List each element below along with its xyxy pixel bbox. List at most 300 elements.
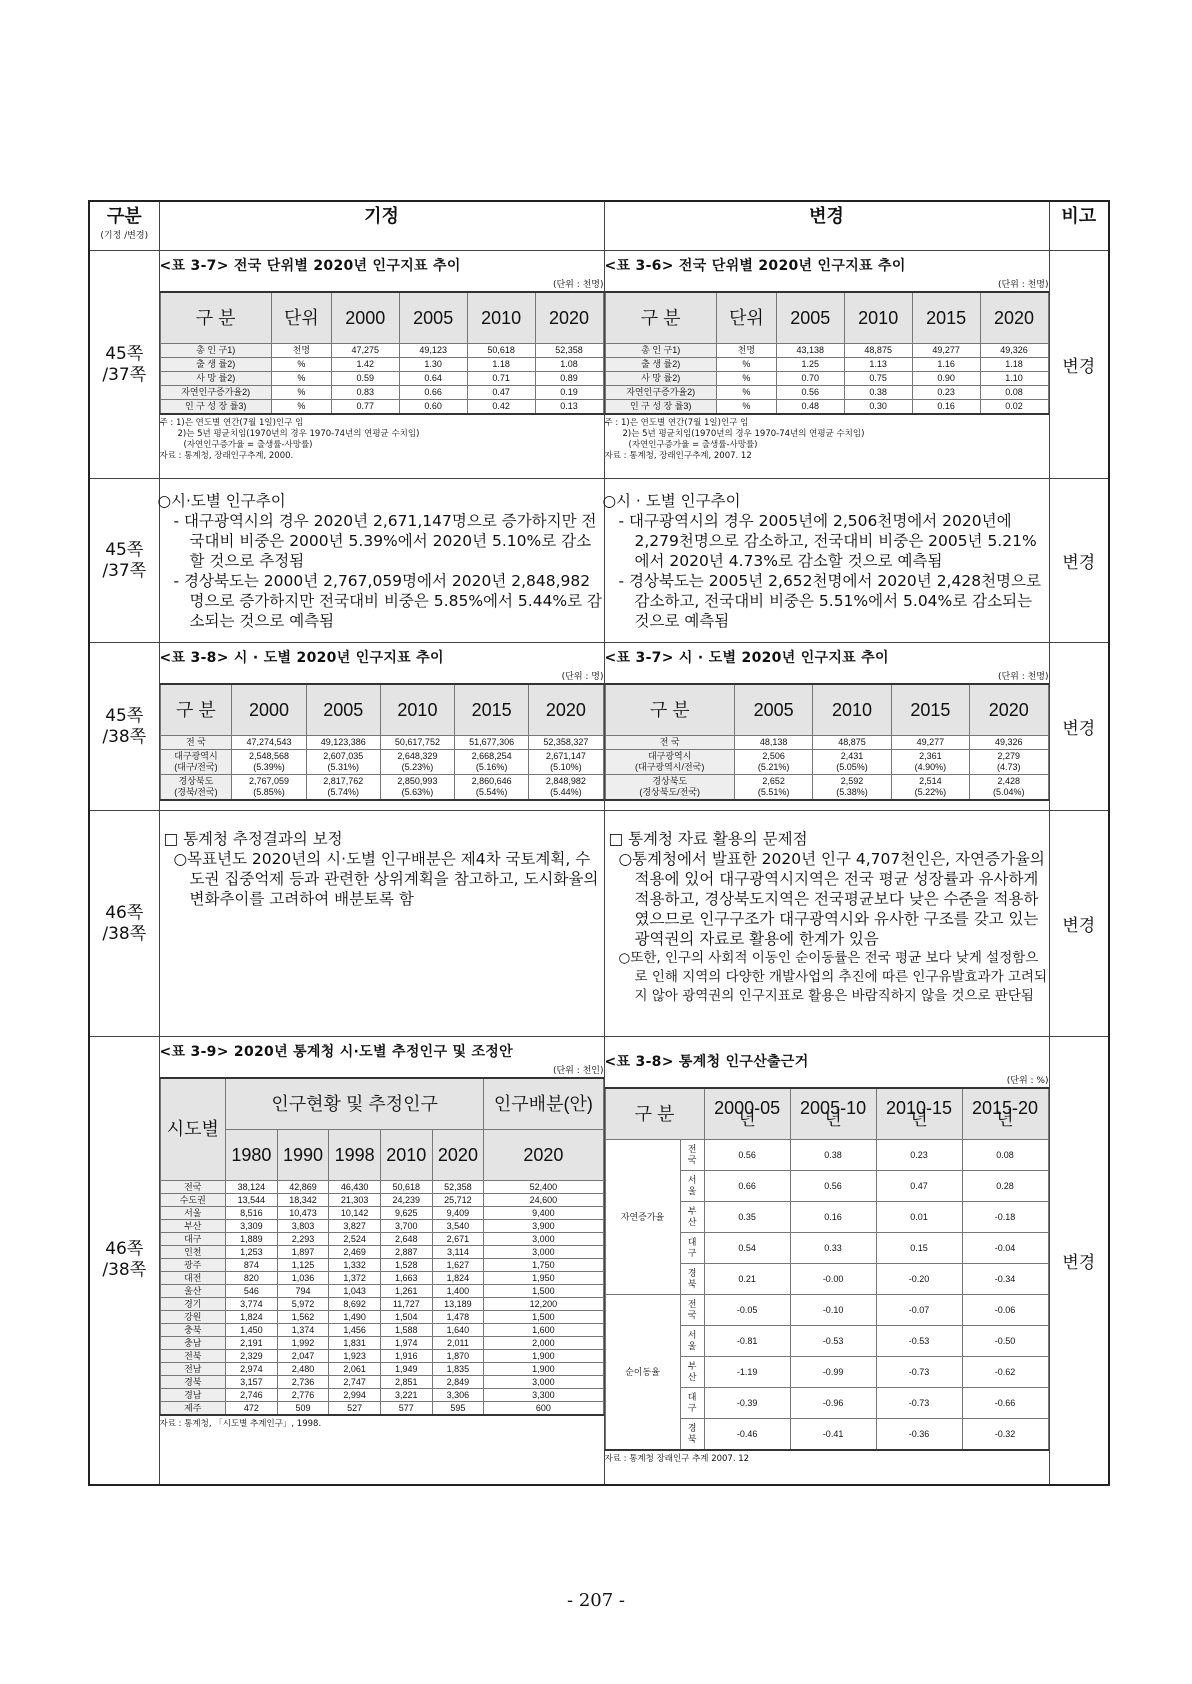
row-label: 인 구 성 장 률3) [605,400,716,415]
page-ref: 46쪽 /38쪽 [89,811,159,1037]
table-cell: 1,478 [432,1311,484,1324]
table-cell: 1.16 [912,358,980,372]
year-header: 1990 [277,1130,329,1181]
row-label: 수도권 [160,1194,226,1207]
table-cell: -0.36 [876,1419,962,1451]
existing-table-cell [159,251,604,479]
table-cell: 1.08 [535,358,603,372]
row-label: 부 산 [680,1202,704,1233]
row-label: 전 국 [680,1140,704,1171]
table-row [160,1350,603,1363]
changed-text-cell [604,811,1049,1037]
table-unit: (단위 : 천명) [552,280,604,290]
column-header: 구 분 [160,684,232,736]
table-cell: 1.42 [331,358,399,372]
table-row [160,1376,603,1389]
table-row [160,372,603,386]
column-header: 구 분 [160,292,271,344]
table-header-row [605,684,1048,736]
column-header: 구 분 [605,684,734,736]
table-cell: 24,239 [380,1194,432,1207]
column-header: 시도별 [160,1078,226,1181]
row-label: 사 망 률2) [160,372,271,386]
table-cell: 1,889 [226,1233,278,1246]
table-cell: -0.99 [790,1357,876,1388]
table-row [160,400,603,415]
table-row [605,775,1048,801]
column-header: 2005-10년 [790,1088,876,1140]
table-cell: 546 [226,1285,278,1298]
table-cell: 1,490 [329,1311,381,1324]
table-title: <표 3-6> 전국 단위별 2020년 인구지표 추이 [604,258,906,274]
table-header-row [160,1130,603,1181]
changed-table-cell [604,1037,1049,1485]
group-label: 순이동율 [605,1295,680,1451]
region-table [605,683,1049,801]
table-title: <표 3-9> 2020년 통계청 시·도별 추정인구 및 조정안 [159,1044,513,1060]
table-cell: 509 [277,1402,329,1416]
table-row [160,736,603,750]
table-cell: 2,648,329 (5.23%) [380,750,454,775]
table-source: 자료 : 통계청, 「시도별 추계인구」, 1998. [159,1419,322,1429]
table-cell: 0.89 [535,372,603,386]
table-cell: 48,875 [844,344,912,358]
table-cell: 25,712 [432,1194,484,1207]
table-row [160,344,603,358]
row-label: 부 산 [680,1357,704,1388]
table-cell: 10,142 [329,1207,381,1220]
table-cell: 1,870 [432,1350,484,1363]
remark: 변경 [1049,479,1109,643]
table-cell: 527 [329,1402,381,1416]
row-label: 서울 [160,1207,226,1220]
table-row [160,358,603,372]
table-cell: -0.41 [790,1419,876,1451]
table-cell: 9,400 [484,1207,603,1220]
changed-table-cell [604,251,1049,479]
table-cell: 11,727 [380,1298,432,1311]
note-line: 주 : 1)은 연도별 연간(7월 1일)인구 임 [604,418,749,428]
row-label: 전북 [160,1350,226,1363]
table-unit: (단위 : 천인) [552,1066,604,1076]
table-cell: % [271,358,331,372]
table-cell: 9,625 [380,1207,432,1220]
remark: 변경 [1049,643,1109,811]
changed-table-cell [604,643,1049,811]
table-row [605,1295,1048,1326]
table-row [605,736,1048,750]
table-header-row [160,292,603,344]
table-cell: 2,047 [277,1350,329,1363]
table-cell: -0.04 [962,1233,1048,1264]
year-header: 2020 [484,1130,603,1181]
existing-text-cell [159,811,604,1037]
table-title: <표 3-7> 전국 단위별 2020년 인구지표 추이 [159,258,461,274]
row-label: 광주 [160,1259,226,1272]
remark: 변경 [1049,811,1109,1037]
row-label: 경 북 [680,1419,704,1451]
table-cell: 600 [484,1402,603,1416]
list-item: ○통계청에서 발표한 2020년 인구 4,707천인은, 자연증가율의 적용에 있어 대구광역시지역은 전국 평균 성장률과 유사하게 적용하고, 경상북도지역은 전국평균보다 낮은 수준을 적용하였으므로 인구구조가 대구광역시와 유사한 구조를 갖고 있는 광역권의 자료로 활용에 한계가 있음 [618,850,1045,948]
table-cell: 0.15 [876,1233,962,1264]
table-header-row [160,1078,603,1130]
existing-text-cell [159,479,604,643]
table-row [160,1311,603,1324]
table-cell: -0.18 [962,1202,1048,1233]
table-header-row [605,1088,1048,1140]
table-header-row [160,684,603,736]
note-line: 주 : 1)은 연도별 연간(7월 1일)인구 임 [159,418,304,428]
table-cell: -1.19 [704,1357,790,1388]
table-cell: 52,358,327 [529,736,603,750]
note-line: 2)는 5년 평균치임(1970년의 경우 1970-74년의 연평균 수치임) [177,429,420,439]
table-cell: 1,456 [329,1324,381,1337]
table-cell: 48,875 [813,736,891,750]
table-cell: 3,774 [226,1298,278,1311]
table-cell: 2,851 [380,1376,432,1389]
table-cell: 1,043 [329,1285,381,1298]
table-cell: 2,648 [380,1233,432,1246]
table-cell: 1,835 [432,1363,484,1376]
table-cell: -0.50 [962,1326,1048,1357]
column-header: 2010-15년 [876,1088,962,1140]
table-cell: 13,189 [432,1298,484,1311]
column-header: 2005 [306,684,380,736]
year-header: 1998 [329,1130,381,1181]
section-heading: ○시·도별 인구추이 [157,492,286,510]
table-cell: 2,974 [226,1363,278,1376]
row-label: 자연인구증가율2) [160,386,271,400]
row-label: 울산 [160,1285,226,1298]
page-ref: 46쪽 /38쪽 [89,1037,159,1485]
table-unit: (단위 : %) [1006,1076,1049,1086]
table-cell: 천명 [716,344,776,358]
column-header: 2015 [891,684,969,736]
table-cell: 1,949 [380,1363,432,1376]
column-header: 2010 [813,684,891,736]
table-cell: -0.39 [704,1388,790,1419]
table-cell: 3,000 [484,1376,603,1389]
existing-table-cell [159,643,604,811]
table-cell: 2,469 [329,1246,381,1259]
table-cell: 38,124 [226,1181,278,1194]
column-header: 단위 [716,292,776,344]
table-cell: 0.66 [399,386,467,400]
table-cell: 0.60 [399,400,467,415]
table-cell: 0.30 [844,400,912,415]
table-cell: 0.48 [776,400,844,415]
row-label: 경기 [160,1298,226,1311]
table-cell: 1,400 [432,1285,484,1298]
table-cell: 3,900 [484,1220,603,1233]
row-label: 총 인 구1) [605,344,716,358]
table-row [605,750,1048,775]
table-title: <표 3-8> 시 · 도별 2020년 인구지표 추이 [159,650,444,666]
table-row [605,344,1048,358]
table-row [160,1233,603,1246]
table-cell: 50,617,752 [380,736,454,750]
table-cell: 1.30 [399,358,467,372]
row-label: 전 국 [605,736,734,750]
table-row [160,1259,603,1272]
table-cell: 1.10 [980,372,1048,386]
table-cell: 0.38 [790,1140,876,1171]
table-cell: 1,562 [277,1311,329,1324]
changed-text-cell [604,479,1049,643]
table-unit: (단위 : 천명) [997,672,1049,682]
table-cell: 0.33 [790,1233,876,1264]
table-cell: 0.77 [331,400,399,415]
table-row [605,400,1048,415]
calculation-basis-table [605,1087,1049,1451]
table-cell: 0.16 [912,400,980,415]
row-label: 전 국 [160,736,232,750]
note-line: 자료 : 통계청, 장래인구추계, 2000. [159,451,294,461]
table-cell: 1,923 [329,1350,381,1363]
column-header: 2020 [970,684,1048,736]
table-cell: 2,887 [380,1246,432,1259]
table-cell: 3,700 [380,1220,432,1233]
table-cell: -0.73 [876,1357,962,1388]
table-cell: 1,528 [380,1259,432,1272]
column-header: 2000-05년 [704,1088,790,1140]
table-cell: 2,061 [329,1363,381,1376]
region-table [160,683,604,801]
table-cell: 0.90 [912,372,980,386]
table-cell: 1.13 [844,358,912,372]
table-cell: 18,342 [277,1194,329,1207]
table-cell: 1.18 [467,358,535,372]
row-label: 전 국 [680,1295,704,1326]
table-row [160,775,603,801]
table-cell: 49,326 [970,736,1048,750]
table-cell: 2,428 (5.04%) [970,775,1048,801]
table-cell: 1,992 [277,1337,329,1350]
table-cell: 1,640 [432,1324,484,1337]
table-cell: 3,803 [277,1220,329,1233]
table-cell: 0.23 [876,1140,962,1171]
table-cell: 1,900 [484,1350,603,1363]
list-item: - 대구광역시의 경우 2020년 2,671,147명으로 증가하지만 전국대비 비중은 2000년 5.39%에서 2020년 5.10%로 감소할 것으로 추정됨 [173,512,597,570]
table-cell: 2,514 (5.22%) [891,775,969,801]
table-row [160,1220,603,1233]
row-label: 전남 [160,1363,226,1376]
table-cell: 50,618 [380,1181,432,1194]
row-label: 서 울 [680,1326,704,1357]
list-item: ○목표년도 2020년의 시·도별 인구배분은 제4차 국토계획, 수도권 집중억제 등과 관련한 상위계획을 참고하고, 도시화율의 변화추이를 고려하여 배분토록 함 [173,850,599,908]
table-cell: 0.16 [790,1202,876,1233]
table-cell: 49,277 [891,736,969,750]
table-row [605,386,1048,400]
column-header: 구 분 [605,1088,704,1140]
row-label: 전국 [160,1181,226,1194]
table-cell: 2,652 (5.51%) [734,775,812,801]
column-header: 2005 [776,292,844,344]
table-cell: 3,221 [380,1389,432,1402]
table-notes [605,418,1049,462]
column-header: 2010 [467,292,535,344]
row-label: 대구 [160,1233,226,1246]
table-cell: 1,824 [432,1272,484,1285]
table-title: <표 3-7> 시 · 도별 2020년 인구지표 추이 [604,650,889,666]
table-cell: 472 [226,1402,278,1416]
adjusted-population-table [160,1077,604,1416]
column-header: 2015 [912,292,980,344]
table-cell: 0.83 [331,386,399,400]
column-header: 2010 [380,684,454,736]
table-cell: 1,916 [380,1350,432,1363]
table-cell: 2,506 (5.21%) [734,750,812,775]
table-row [160,1272,603,1285]
table-cell: 2,480 [277,1363,329,1376]
group-header: 인구배분(안) [484,1078,603,1130]
table-row [160,1181,603,1194]
list-item: - 경상북도는 2000년 2,767,059명에서 2020년 2,848,982명으로 증가하지만 전국대비 비중은 5.85%에서 5.44%로 감소되는 것으로 예측됨 [173,572,603,630]
section-heading: ○시 · 도별 인구추이 [602,492,741,510]
row-label: 인천 [160,1246,226,1259]
table-cell: 21,303 [329,1194,381,1207]
comparison-table [88,200,1110,1486]
table-cell: 2,191 [226,1337,278,1350]
row-label: 경상북도 (경상북도/전국) [605,775,734,801]
table-cell: 1,125 [277,1259,329,1272]
table-cell: 1,974 [380,1337,432,1350]
table-cell: 52,358 [535,344,603,358]
table-cell: 3,000 [484,1246,603,1259]
table-cell: 천명 [271,344,331,358]
year-header: 2020 [432,1130,484,1181]
table-cell: 49,326 [980,344,1048,358]
table-cell: 2,524 [329,1233,381,1246]
note-line: (자연인구증가율 = 출생률-사망률) [183,440,313,450]
table-cell: 794 [277,1285,329,1298]
table-cell: 0.23 [912,386,980,400]
table-row [605,1140,1048,1171]
table-row [160,1324,603,1337]
table-cell: 1,600 [484,1324,603,1337]
row-label: 대구광역시 (대구/전국) [160,750,232,775]
column-header: 2015 [455,684,529,736]
table-cell: 0.19 [535,386,603,400]
table-source: 자료 : 통계청 장래인구 추계 2007. 12 [604,1454,750,1464]
row-label: 충남 [160,1337,226,1350]
table-row [160,1402,603,1416]
table-cell: 2,848,982 (5.44%) [529,775,603,801]
table-unit: (단위 : 명) [561,672,604,682]
table-cell: 49,277 [912,344,980,358]
table-cell: 47,274,543 [232,736,306,750]
table-cell: -0.06 [962,1295,1048,1326]
item-list [160,849,604,909]
column-header: 2005 [399,292,467,344]
row-label: 부산 [160,1220,226,1233]
table-cell: 2,000 [484,1337,603,1350]
table-cell: -0.32 [962,1419,1048,1451]
table-cell: 42,869 [277,1181,329,1194]
table-cell: % [716,372,776,386]
row-label: 충북 [160,1324,226,1337]
table-cell: 2,767,059 (5.85%) [232,775,306,801]
table-cell: -0.81 [704,1326,790,1357]
table-cell: 2,776 [277,1389,329,1402]
table-cell: 1,372 [329,1272,381,1285]
table-cell: -0.10 [790,1295,876,1326]
column-header: 2005 [734,684,812,736]
table-cell: 2,668,254 (5.16%) [455,750,529,775]
table-row [160,1298,603,1311]
table-cell: 48,138 [734,736,812,750]
table-cell: 12,200 [484,1298,603,1311]
table-cell: -0.34 [962,1264,1048,1295]
table-row [605,372,1048,386]
table-cell: 2,293 [277,1233,329,1246]
table-cell: 0.28 [962,1171,1048,1202]
table-unit: (단위 : 천명) [997,280,1049,290]
table-cell: 1.18 [980,358,1048,372]
row-3 [89,643,1109,811]
table-cell: 50,618 [467,344,535,358]
table-cell: -0.53 [790,1326,876,1357]
remark: 변경 [1049,1037,1109,1485]
list-item: - 경상북도는 2005년 2,652천명에서 2020년 2,428천명으로 감소하고, 전국대비 비중은 5.51%에서 5.04%로 감소되는 것으로 예측됨 [618,572,1041,630]
table-cell: 2,329 [226,1350,278,1363]
row-label: 서 울 [680,1171,704,1202]
table-cell: 2,850,993 (5.63%) [380,775,454,801]
table-cell: 1,750 [484,1259,603,1272]
table-cell: 2,361 (4.90%) [891,750,969,775]
header-remarks: 비고 [1049,201,1109,251]
table-cell: 2,431 (5.05%) [813,750,891,775]
table-cell: 3,300 [484,1389,603,1402]
table-cell: 1,500 [484,1311,603,1324]
table-cell: 0.56 [704,1140,790,1171]
table-cell: 1.25 [776,358,844,372]
table-cell: 0.59 [331,372,399,386]
group-header: 인구현황 및 추정인구 [226,1078,484,1130]
table-cell: 0.42 [467,400,535,415]
table-cell: 0.08 [962,1140,1048,1171]
section-heading: □ 통계청 자료 활용의 문제점 [608,830,808,848]
table-cell: 3,306 [432,1389,484,1402]
table-cell: 52,400 [484,1181,603,1194]
section-heading: □ 통계청 추정결과의 보정 [163,830,343,848]
table-cell: 0.13 [535,400,603,415]
header-category [89,201,159,251]
table-cell: -0.62 [962,1357,1048,1388]
row-label: 경 북 [680,1264,704,1295]
table-cell: 1,900 [484,1363,603,1376]
row-label: 경상북도 (경북/전국) [160,775,232,801]
row-label: 자연인구증가율2) [605,386,716,400]
row-2 [89,479,1109,643]
table-cell: 1,504 [380,1311,432,1324]
column-header: 구 분 [605,292,716,344]
table-cell: 595 [432,1402,484,1416]
table-cell: 0.64 [399,372,467,386]
table-row [160,1207,603,1220]
table-cell: 2,671 [432,1233,484,1246]
group-label: 자연증가율 [605,1140,680,1295]
table-cell: 8,516 [226,1207,278,1220]
table-cell: 2,849 [432,1376,484,1389]
table-cell: 2,592 (5.38%) [813,775,891,801]
row-label: 대구광역시 (대구광역시/전국) [605,750,734,775]
table-cell: 0.47 [876,1171,962,1202]
table-row [160,1389,603,1402]
table-row [160,386,603,400]
table-cell: 9,409 [432,1207,484,1220]
table-cell: 46,430 [329,1181,381,1194]
